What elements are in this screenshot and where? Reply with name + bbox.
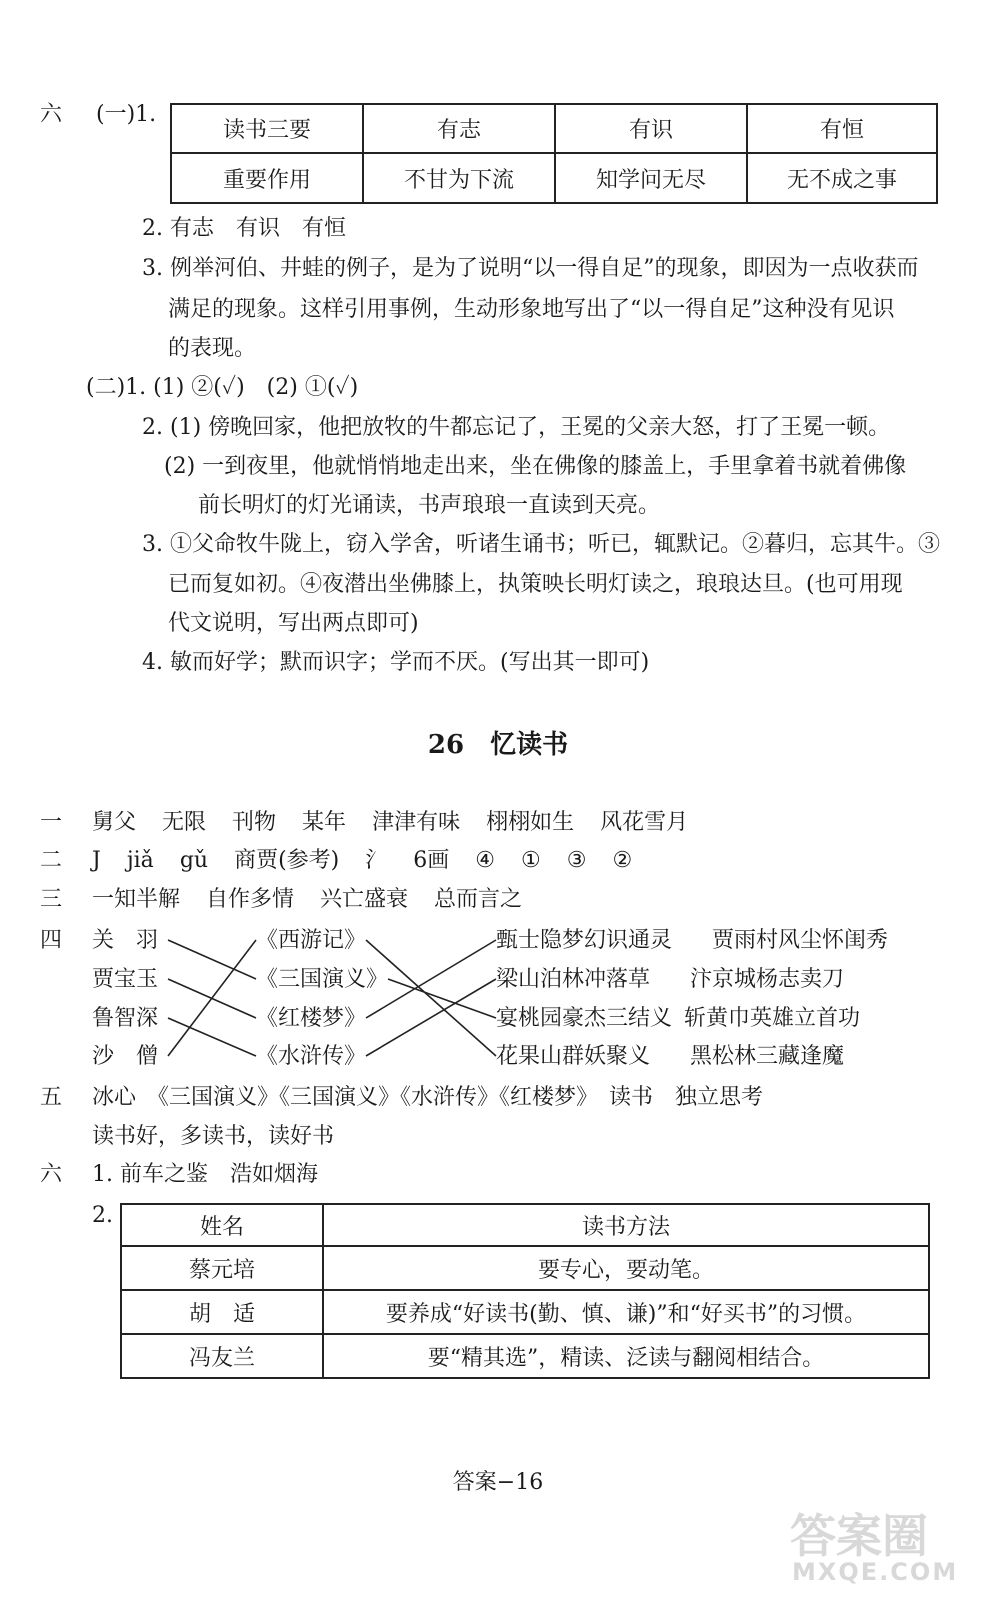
- section-number: 二: [40, 848, 63, 873]
- match-line: [388, 979, 496, 1018]
- subsection-label: (一)1.: [96, 102, 157, 127]
- word: 兴亡盛衰: [320, 887, 409, 912]
- match-line: [168, 940, 256, 979]
- event: 斩黄巾英雄立首功: [684, 1006, 861, 1031]
- answer-line: 3. 例举河伯、井蛙的例子，是为了说明“以一得自足”的现象，即因为一点收获而: [142, 256, 919, 281]
- word: gǔ: [179, 848, 209, 873]
- question-number: 2.: [92, 1203, 113, 1228]
- answer-line: 读书好，多读书，读好书: [92, 1124, 335, 1149]
- answer-line: (2) 一到夜里，他就悄悄地走出来，坐在佛像的膝盖上，手里拿着书就着佛像: [164, 454, 907, 479]
- event: 宴桃园豪杰三结义: [496, 1006, 673, 1031]
- answer-line: 的表现。: [168, 336, 257, 361]
- watermark-url: MXQE.COM: [792, 1558, 959, 1586]
- answer-line: 前长明灯的灯光诵读，书声琅琅一直读到天亮。: [198, 493, 661, 518]
- word: 风花雪月: [600, 810, 689, 835]
- word: 自作多情: [206, 887, 295, 912]
- table-cell: 有识: [555, 104, 747, 153]
- book-title: 《西游记》: [256, 928, 367, 953]
- table-cell: 有恒: [747, 104, 937, 153]
- match-line: [366, 979, 496, 1056]
- word: ①: [521, 848, 541, 873]
- section-number: 五: [40, 1085, 63, 1110]
- word: 氵: [365, 848, 388, 873]
- word: 栩栩如生: [486, 810, 575, 835]
- table-cell: 读书三要: [171, 104, 363, 153]
- section-number: 一: [40, 810, 63, 835]
- table-cell: 胡 适: [121, 1290, 323, 1334]
- word: ③: [566, 848, 587, 873]
- page-footer: 答案−16: [452, 1470, 544, 1495]
- book-title: 《三国演义》: [256, 967, 389, 992]
- section-number: 六: [40, 1162, 63, 1187]
- section-number: 四: [40, 928, 63, 953]
- word: J: [92, 848, 101, 873]
- answer-line: 代文说明，写出两点即可): [168, 611, 419, 636]
- character-name: 关 羽: [92, 928, 159, 953]
- reading-methods-table: [120, 1203, 930, 1379]
- word: ④: [475, 848, 495, 873]
- match-line: [168, 1018, 256, 1056]
- word: 总而言之: [434, 887, 523, 912]
- table-cell: 有志: [363, 104, 555, 153]
- event: 汴京城杨志卖刀: [690, 967, 845, 992]
- event: 黑松林三藏逢魔: [690, 1044, 845, 1069]
- event: 贾雨村风尘怀闺秀: [712, 928, 889, 953]
- character-name: 沙 僧: [92, 1044, 159, 1069]
- book-title: 《红楼梦》: [256, 1006, 367, 1031]
- table-cell: 重要作用: [171, 153, 363, 203]
- word: 某年: [302, 810, 347, 835]
- table-cell: 要专心，要动笔。: [323, 1246, 929, 1290]
- answer-line: 满足的现象。这样引用事例，生动形象地写出了“以一得自足”这种没有见识: [168, 297, 895, 322]
- word: 舅父: [92, 810, 137, 835]
- answer-line: 2. 有志 有识 有恒: [142, 216, 346, 241]
- table-cell: 要“精其选”，精读、泛读与翻阅相结合。: [323, 1334, 929, 1378]
- answer-line: 已而复如初。④夜潜出坐佛膝上，执策映长明灯读之，琅琅达旦。(也可用现: [168, 572, 903, 597]
- event: 花果山群妖聚义: [496, 1044, 651, 1069]
- word: 无限: [162, 810, 207, 835]
- section-number: 三: [40, 887, 63, 912]
- word: 一知半解: [92, 887, 181, 912]
- word: 商贾(参考): [234, 848, 340, 873]
- answer-line: 3. ①父命牧牛陇上，窃入学舍，听诸生诵书；听已，辄默记。②暮归，忘其牛。③: [142, 532, 940, 557]
- table-cell: 无不成之事: [747, 153, 937, 203]
- character-name: 鲁智深: [92, 1006, 159, 1031]
- word: ②: [612, 848, 633, 873]
- word: 津津有味: [372, 810, 461, 835]
- answer-line: 1. 前车之鉴 浩如烟海: [92, 1162, 318, 1187]
- match-line: [366, 940, 496, 1056]
- table-cell: 冯友兰: [121, 1334, 323, 1378]
- watermark-logo: 答案圈: [790, 1509, 928, 1563]
- character-name: 贾宝玉: [92, 967, 159, 992]
- table-header: 姓名: [121, 1204, 323, 1246]
- table-cell: 不甘为下流: [363, 153, 555, 203]
- answer-line: 4. 敏而好学；默而识字；学而不厌。(写出其一即可): [142, 650, 650, 675]
- match-line: [366, 940, 496, 1018]
- answer-line: 2. (1) 傍晚回家，他把放牧的牛都忘记了，王冕的父亲大怒，打了王冕一顿。: [142, 415, 891, 440]
- event: 梁山泊林冲落草: [496, 967, 651, 992]
- table-cell: 蔡元培: [121, 1246, 323, 1290]
- table-cell: 要养成“好读书(勤、慎、谦)”和“好买书”的习惯。: [323, 1290, 929, 1334]
- lesson-title: 26 忆读书: [427, 730, 569, 760]
- book-title: 《水浒传》: [256, 1044, 367, 1069]
- word: 6画: [413, 848, 450, 873]
- table-cell: 知学问无尽: [555, 153, 747, 203]
- match-line: [168, 940, 256, 1056]
- answer-line: 冰心 《三国演义》《三国演义》《水浒传》《红楼梦》 读书 独立思考: [92, 1085, 764, 1110]
- word: jiǎ: [126, 848, 154, 873]
- table-header: 读书方法: [323, 1204, 929, 1246]
- word: 刊物: [232, 810, 277, 835]
- answer-line: (二)1. (1) ②(✓) (2) ①(✓): [86, 375, 359, 400]
- section-number: 六: [40, 102, 63, 127]
- event: 甄士隐梦幻识通灵: [496, 928, 673, 953]
